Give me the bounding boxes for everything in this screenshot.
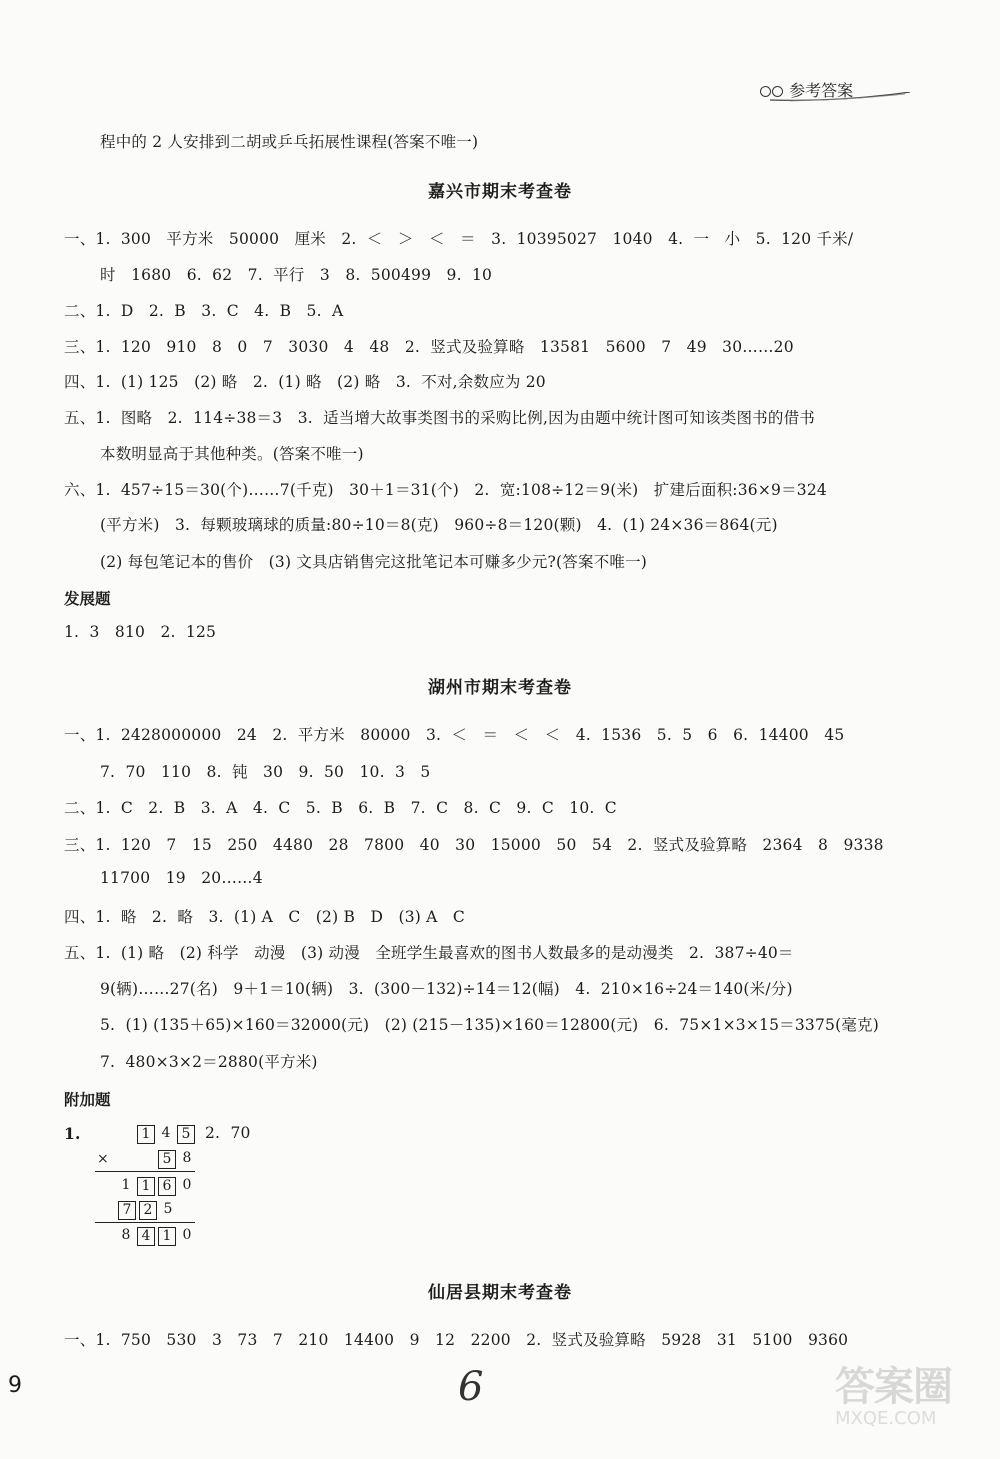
- digit-box: 6: [158, 1177, 176, 1196]
- answer-line: 五、1. 图略 2. 114÷38＝3 3. 适当增大故事类图书的采购比例,因为由题中统计图可知该类图书的借书: [64, 409, 815, 427]
- extra-number: 1.: [64, 1124, 81, 1143]
- rule-line: [95, 1222, 195, 1223]
- answer-line: 六、1. 457÷15＝30(个)……7(千克) 30＋1＝31(个) 2. 宽:108÷12＝9(米) 扩建后面积:36×9＝324: [64, 481, 827, 499]
- digit-box: 7: [118, 1201, 136, 1220]
- answer-line: 9(辆)……27(名) 9＋1＝10(辆) 3. (300－132)÷14＝12(幅) 4. 210×16÷24＝140(米/分): [100, 980, 793, 998]
- answer-line: 二、1. C 2. B 3. A 4. C 5. B 6. B 7. C 8. C 9. C 10. C: [64, 799, 617, 817]
- digit-box: 5: [177, 1125, 195, 1144]
- swoosh-decoration-icon: [770, 92, 910, 102]
- answer-line: 7. 70 110 8. 钝 30 9. 50 10. 3 5: [100, 763, 431, 781]
- digit-box: 1: [137, 1177, 155, 1196]
- digit: 4: [161, 1125, 171, 1141]
- answer-line: (平方米) 3. 每颗玻璃球的质量:80÷10＝8(克) 960÷8＝120(颗) 4. (1) 24×36＝864(元): [100, 516, 778, 534]
- digit-box: 1: [158, 1227, 176, 1246]
- extra-answer-2: 2. 70: [205, 1124, 251, 1142]
- digit: 0: [182, 1227, 192, 1243]
- digit: 1: [121, 1177, 131, 1193]
- digit-box: 5: [158, 1150, 176, 1169]
- answer-line: 本数明显高于其他种类。(答案不唯一): [100, 445, 364, 463]
- badge-label: 参考答案: [789, 81, 854, 100]
- vertical-multiplication: [95, 1123, 195, 1248]
- digit: 8: [182, 1150, 192, 1166]
- digit-box: 1: [137, 1125, 155, 1144]
- times-sign: ×: [97, 1151, 109, 1167]
- answer-line: 三、1. 120 7 15 250 4480 28 7800 40 30 15000 50 54 2. 竖式及验算略 2364 8 9338: [64, 836, 884, 854]
- digit: 8: [121, 1227, 131, 1243]
- dev-heading: 发展题: [64, 590, 111, 608]
- answer-line: 时 1680 6. 62 7. 平行 3 8. 500499 9. 10: [100, 266, 493, 284]
- handwritten-mark: 6: [458, 1364, 484, 1410]
- watermark-bottom: MXQE.COM: [835, 1408, 937, 1429]
- extra-heading: 附加题: [64, 1091, 111, 1109]
- watermark-logo: [835, 1355, 995, 1450]
- answer-line: 11700 19 20……4: [100, 869, 263, 887]
- answer-line: 一、1. 300 平方米 50000 厘米 2. ＜ ＞ ＜ ＝ 3. 10395027 1040 4. 一 小 5. 120 千米/: [64, 230, 854, 248]
- answer-line: 四、1. 略 2. 略 3. (1) A C (2) B D (3) A C: [64, 908, 465, 926]
- answer-line: 五、1. (1) 略 (2) 科学 动漫 (3) 动漫 全班学生最喜欢的图书人数最多的是动漫类 2. 387÷40＝: [64, 944, 794, 962]
- watermark-top: 答案圈: [835, 1364, 952, 1410]
- digit: 0: [182, 1177, 192, 1193]
- page-number: 9: [8, 1373, 22, 1398]
- answer-line: 二、1. D 2. B 3. C 4. B 5. A: [64, 302, 344, 320]
- dev-line: 1. 3 810 2. 125: [64, 623, 217, 641]
- section-title-huzhou: 湖州市期末考查卷: [428, 678, 572, 698]
- answer-line: 5. (1) (135＋65)×160＝32000(元) (2) (215－135)×160＝12800(元) 6. 75×1×3×15＝3375(毫克): [100, 1016, 879, 1034]
- answer-line: 7. 480×3×2＝2880(平方米): [100, 1053, 318, 1071]
- section-title-jiaxing: 嘉兴市期末考查卷: [428, 182, 572, 202]
- answer-badge: [760, 78, 853, 101]
- answer-line: 三、1. 120 910 8 0 7 3030 4 48 2. 竖式及验算略 13581 5600 7 49 30……20: [64, 338, 794, 356]
- digit-box: 2: [139, 1201, 157, 1220]
- answer-line: 四、1. (1) 125 (2) 略 2. (1) 略 (2) 略 3. 不对,余数应为 20: [64, 373, 546, 391]
- digit: 5: [163, 1201, 173, 1217]
- answer-line: (2) 每包笔记本的售价 (3) 文具店销售完这批笔记本可赚多少元?(答案不唯一): [100, 553, 648, 571]
- section-title-xianju: 仙居县期末考查卷: [428, 1283, 572, 1303]
- answer-line: 一、1. 750 530 3 73 7 210 14400 9 12 2200 2. 竖式及验算略 5928 31 5100 9360: [64, 1331, 849, 1349]
- rule-line: [95, 1171, 195, 1172]
- answer-line: 一、1. 2428000000 24 2. 平方米 80000 3. ＜ ＝ ＜ ＜ 4. 1536 5. 5 6 6. 14400 45: [64, 726, 845, 744]
- intro-line: 程中的 2 人安排到二胡或乒乓拓展性课程(答案不唯一): [100, 133, 479, 151]
- digit-box: 4: [137, 1227, 155, 1246]
